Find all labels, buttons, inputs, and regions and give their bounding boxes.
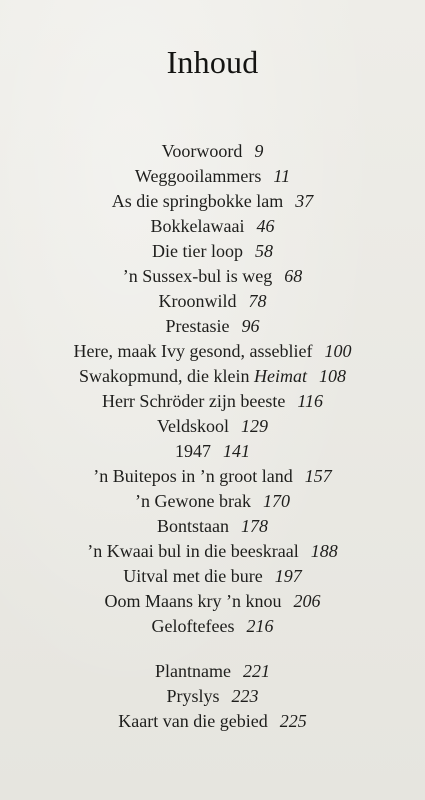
toc-appendix-entry xyxy=(0,709,425,734)
toc-entry-page: 9 xyxy=(254,141,264,161)
toc-entry xyxy=(0,239,425,264)
toc-entry-page: 188 xyxy=(310,541,338,561)
toc-entry-title: Kaart van die gebied xyxy=(118,711,268,731)
toc-entry-title: Pryslys xyxy=(166,686,220,706)
toc-entry-page: 221 xyxy=(242,661,270,681)
toc-entry-title: Bokkelawaai xyxy=(150,216,245,236)
toc-entry xyxy=(0,189,425,214)
toc-entry-page: 96 xyxy=(241,316,260,336)
toc-entry-page: 78 xyxy=(248,291,267,311)
toc-entry-page: 108 xyxy=(318,366,346,386)
toc-entry-page: 11 xyxy=(273,166,291,186)
toc-entry-title: Herr Schröder zijn beeste xyxy=(101,391,286,411)
page-title: Inhoud xyxy=(166,44,259,80)
table-of-contents xyxy=(0,139,425,734)
toc-entry xyxy=(0,414,425,439)
toc-entry-title: ’n Kwaai bul in die beeskraal xyxy=(87,541,299,561)
toc-entry-page: 129 xyxy=(241,416,268,436)
toc-entry-title: Die tier loop xyxy=(152,241,243,261)
toc-entry-page: 170 xyxy=(262,491,290,511)
toc-entry-page: 37 xyxy=(295,191,314,211)
toc-entry xyxy=(0,589,425,614)
toc-entry xyxy=(0,364,425,389)
toc-entry xyxy=(0,464,425,489)
toc-entry-page: 100 xyxy=(324,341,352,361)
toc-entry-title: Uitval met die bure xyxy=(123,566,263,586)
toc-entry xyxy=(0,339,425,364)
toc-entry xyxy=(0,514,425,539)
toc-entry-title: Here, maak Ivy gesond, asseblief xyxy=(73,341,313,361)
toc-entry-page: 206 xyxy=(293,591,321,611)
toc-entry-page: 178 xyxy=(241,516,268,536)
toc-entry-page: 141 xyxy=(223,441,250,461)
toc-entry-page: 223 xyxy=(231,686,259,706)
toc-appendix-entry xyxy=(0,659,425,684)
toc-entry xyxy=(0,564,425,589)
toc-entry-page: 157 xyxy=(304,466,332,486)
toc-entry-page: 68 xyxy=(284,266,303,286)
toc-entry-title: 1947 xyxy=(175,441,211,461)
toc-appendix-entry xyxy=(0,684,425,709)
toc-entry-title: As die springbokke lam xyxy=(111,191,284,211)
toc-entry-title: Kroonwild xyxy=(158,291,237,311)
toc-entry-title: ’n Buitepos in ’n groot land xyxy=(93,466,293,486)
toc-entry-title: Weggooilammers xyxy=(134,166,262,186)
toc-entry xyxy=(0,614,425,639)
toc-entry xyxy=(0,164,425,189)
toc-entry-title: Swakopmund, die klein xyxy=(79,366,254,386)
toc-entry xyxy=(0,489,425,514)
toc-entry xyxy=(0,539,425,564)
toc-entry-title: Bontstaan xyxy=(157,516,229,536)
toc-entry-page: 46 xyxy=(256,216,275,236)
toc-entry-page: 197 xyxy=(274,566,302,586)
toc-entry xyxy=(0,139,425,164)
toc-entry-title: Prestasie xyxy=(165,316,230,336)
toc-entry-title: Voorwoord xyxy=(161,141,243,161)
toc-entry xyxy=(0,264,425,289)
toc-entry-title-italic: Heimat xyxy=(253,366,307,386)
toc-entry-page: 216 xyxy=(246,616,274,636)
toc-entry xyxy=(0,439,425,464)
toc-entry-title: Oom Maans kry ’n knou xyxy=(104,591,282,611)
toc-entry xyxy=(0,289,425,314)
toc-entry-title: Geloftefees xyxy=(151,616,235,636)
toc-entry-page: 58 xyxy=(254,241,273,261)
toc-entry xyxy=(0,389,425,414)
toc-entry xyxy=(0,314,425,339)
toc-entry-title: ’n Gewone brak xyxy=(135,491,251,511)
toc-entry-title: ’n Sussex-bul is weg xyxy=(122,266,273,286)
toc-entry-page: 116 xyxy=(297,391,324,411)
toc-entry-title: Veldskool xyxy=(157,416,229,436)
toc-entry-page: 225 xyxy=(279,711,307,731)
toc-entry-title: Plantname xyxy=(155,661,231,681)
toc-entry xyxy=(0,214,425,239)
